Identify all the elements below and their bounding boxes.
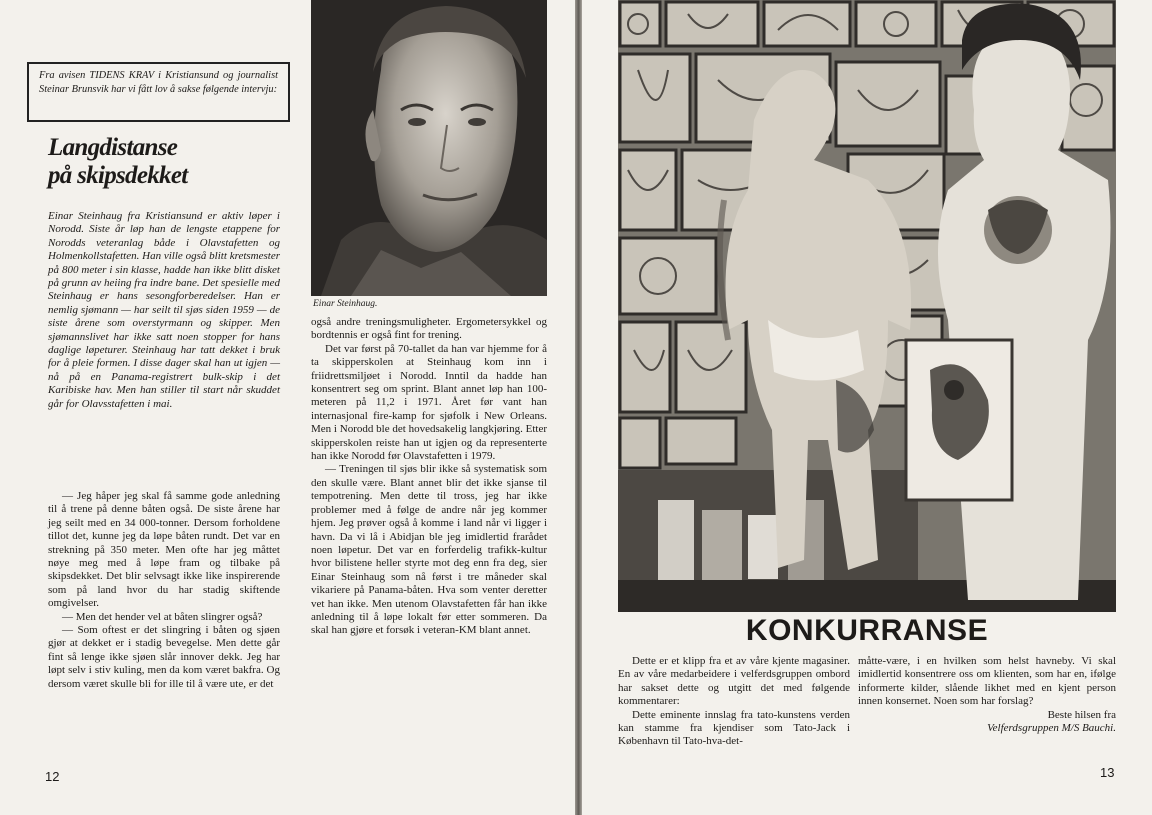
photo-caption: Einar Steinhaug. (313, 299, 378, 309)
article-headline (48, 134, 298, 190)
body-paragraph-1: — Jeg håper jeg skal få samme gode anledning til å trene på denne båten også. De siste årene har jeg seilt med en 34 000-tonner. Dersom forholdene tillot det, kunne jeg da løpe båten rundt. Det var en strekning på 350 meter. Men ofte har jeg måttet nøye meg med å løpe fram og tilbake på skipsdekket. Det blir selvsagt ikke like inspirerende som på land hvor du har stadig skiftende omgivelser. (48, 490, 280, 610)
lead-paragraph (48, 210, 280, 411)
contest-column-2 (858, 655, 1116, 735)
left-page (0, 0, 575, 815)
contest-greeting: Beste hilsen fra (1047, 708, 1116, 721)
lead-text: Einar Steinhaug fra Kristiansund er aktiv løper i Norodd. Siste år løp han de lengste etappene for Norodds veteranlag både i Olavstafetten og Holmenkollstafetten. Han ville også blitt kretsmester på 800 meter i sin klasse, hadde han ikke blitt disket på grunn av heiing fra indre bane. Det spesielle med Steinhaug er hans sesongforberedelser. Han er nemlig sjømann — har seilt til sjøs siden 1959 — de siste årene som overstyrmann og skipper. Men sjømannslivet har ikke satt noen stopper for hans daglige løpeturer. Steinhaug har tatt dekket i bruk for å pleie formen. I disse dager skal han ut igjen — nå på en Panama-registrert bulk-skip i det Karibiske hav. Men han stiller til start når skuddet går for Olavsstafetten i mai. (48, 210, 280, 410)
tattoo-parlor-illustration (618, 0, 1116, 612)
contest-column-1 (618, 655, 850, 749)
headline-line-2: på skipsdekket (48, 162, 188, 189)
intro-box (27, 62, 290, 122)
right-page (582, 0, 1152, 815)
body-paragraph-3: — Som oftest er det slingring i båten og sjøen gjør at dekket er i stadig bevegelse. Men dette går fint så lenge ikke sjøen slår innover dekk. Jeg har løpt selv i stiv kuling, men da kom været bakfra. Og dersom været skulle bli for ille til å være ute, er det (48, 624, 280, 690)
body-paragraph-2: — Men det hender vel at båten slingrer også? (62, 610, 263, 623)
contest-paragraph-3: måtte-være, i en hvilken som helst havneby. Vi skal imidlertid konsentrere oss om klienten, som har en, ifølge informerte kilder, slående likhet med en kjent person innen konsernet. Noen som har forslag? (858, 655, 1116, 708)
contest-paragraph-2: Dette eminente innslag fra tato-kunstens verden kan stamme fra kjendiser som Tato-Jack i København til Tato-hva-det- (618, 708, 850, 748)
page-gutter (575, 0, 582, 815)
mid-paragraph-2: Det var først på 70-tallet da han var hjemme for å ta skipperskolen at Steinhaug kom inn i friidrettsmiljøet i Norodd. Inntil da hadde han konsentrert seg om sprint. Blant annet løp han 100-meteren på 11,2 i 1971. Året før vant han internasjonal fire-kamp for sjøfolk i New Orleans. Men i Norodd ble det hovedsakelig langkjøring. Etter skipperskolen reiste han ut igjen og da representerte han ikke Norodd før Olavstafetten i 1979. (311, 342, 547, 463)
page-number-left: 12 (45, 769, 60, 784)
mid-paragraph-3: — Treningen til sjøs blir ikke så systematisk som den skulle være. Blant annet blir det ikke sjanse til tempotrening. Men dette til tross, jeg har ikke problemer med å følge de andre når jeg kommer hjem. Jeg prøver også å komme i land når vi ligger i havn. Da vi lå i Abidjan ble jeg imidlertid frarådet noen løpetur. Det var en forferdelig trafikk-kultur hvor bilistene heller styrte mot deg enn fra deg, sier Einar Steinhaug som nå først i tre måneder skal vikariere på Panama-båten. Hva som venter deretter vet han ikke. Men utenom Olavstafetten får han ikke anledning til å løpe lokalt før etter sommeren. Da skal han gjøre et forsøk i veteran-KM blant annet. (311, 463, 547, 637)
page-number-right: 13 (1100, 765, 1115, 780)
portrait-photo (311, 0, 547, 296)
intro-text: Fra avisen TIDENS KRAV i Kristiansund og journalist Steinar Brunsvik har vi fått lov å sakse følgende intervju: (39, 70, 278, 95)
tattoo-parlor-photo (618, 0, 1116, 612)
left-body-column (48, 490, 280, 691)
contest-signature: Velferdsgruppen M/S Bauchi. (987, 722, 1116, 735)
mid-paragraph-1: også andre treningsmuligheter. Ergometersykkel og bordtennis er også fint for trening. (311, 316, 547, 342)
contest-paragraph-1: Dette er et klipp fra et av våre kjente magasiner. En av våre medarbeidere i velferdsgruppen ombord har sakset dette og utgitt det med følgende kommentarer: (618, 655, 850, 708)
headline-line-1: Langdistanse (48, 134, 178, 161)
middle-column (311, 316, 547, 638)
portrait-illustration (311, 0, 547, 296)
contest-heading: KONKURRANSE (745, 614, 989, 647)
